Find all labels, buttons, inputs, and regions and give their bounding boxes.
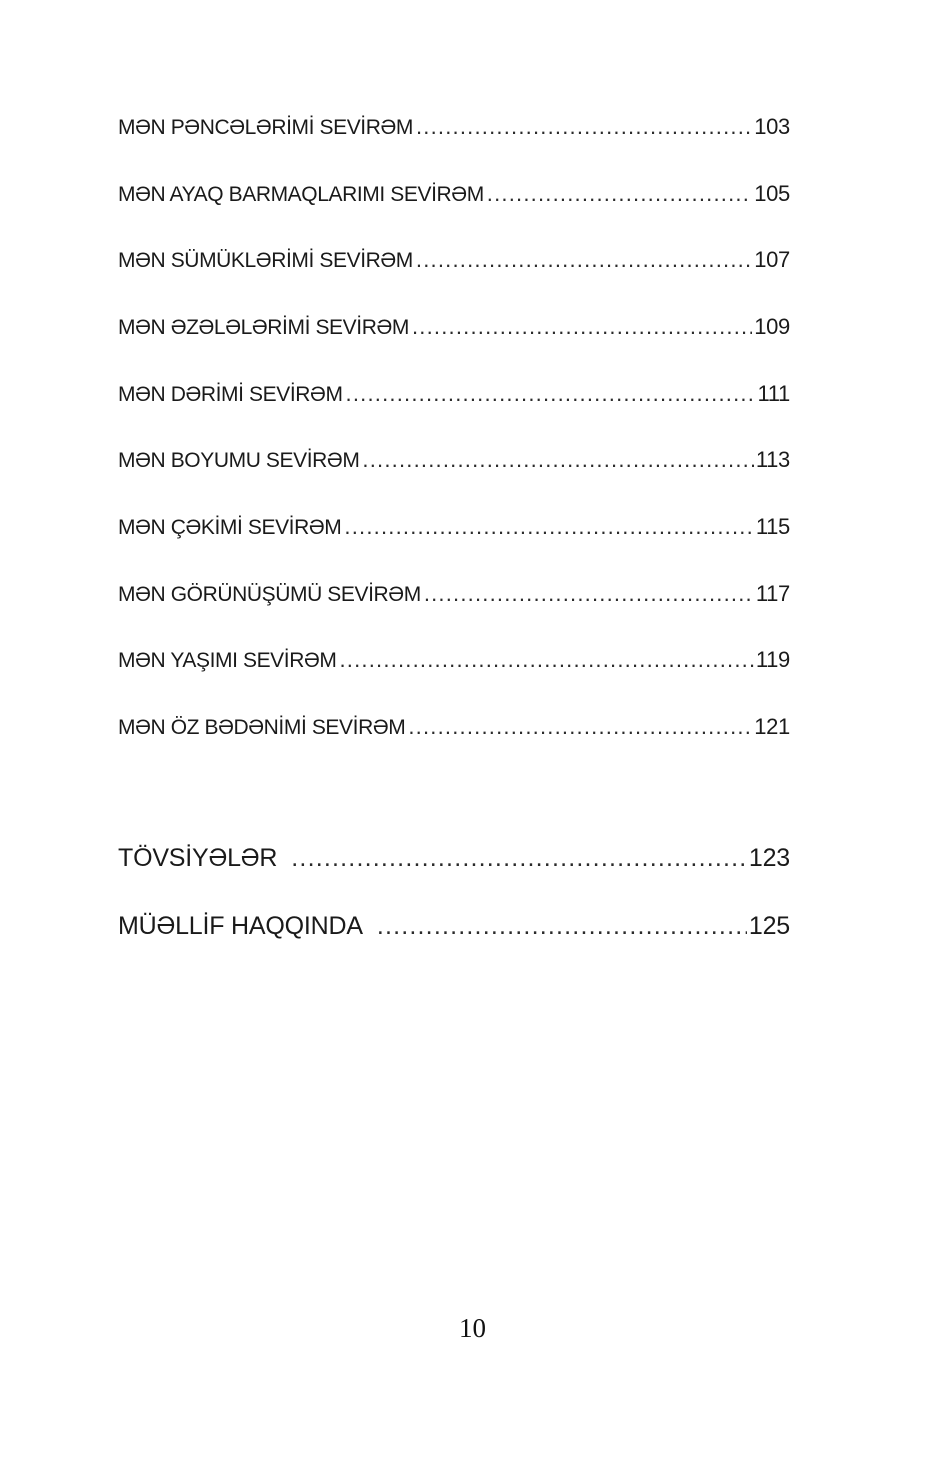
toc-entry-title: MƏN SÜMÜKLƏRİMİ SEVİRƏM bbox=[118, 249, 413, 272]
toc-entry-page: 111 bbox=[757, 381, 790, 406]
toc-entry-title: MƏN AYAQ BARMAQLARIMI SEVİRƏM bbox=[118, 183, 484, 206]
toc-entry bbox=[118, 113, 790, 142]
toc-entry-page: 121 bbox=[754, 714, 790, 739]
toc-entry-page: 119 bbox=[755, 647, 790, 672]
dot-leader bbox=[408, 713, 752, 741]
toc-entry-page: 117 bbox=[755, 581, 790, 606]
toc-entry-page: 109 bbox=[754, 314, 790, 339]
dot-leader bbox=[487, 180, 752, 208]
toc-entry-page: 107 bbox=[754, 247, 790, 272]
dot-leader bbox=[416, 246, 752, 274]
toc-entry bbox=[118, 513, 790, 542]
toc-entry-title: MÜƏLLİF HAQQINDA bbox=[118, 912, 363, 940]
toc-appendix-entry bbox=[118, 844, 790, 872]
toc-entry-title: TÖVSİYƏLƏR bbox=[118, 844, 278, 872]
dot-leader bbox=[340, 646, 754, 674]
toc-entry bbox=[118, 646, 790, 675]
toc-entry bbox=[118, 380, 790, 409]
toc-entry bbox=[118, 446, 790, 475]
toc-entry-title: MƏN ÖZ BƏDƏNİMİ SEVİRƏM bbox=[118, 716, 406, 739]
toc-entry bbox=[118, 580, 790, 609]
toc-entry bbox=[118, 313, 790, 342]
toc-entry-page: 103 bbox=[754, 114, 790, 139]
toc-entry-title: MƏN GÖRÜNÜŞÜMÜ SEVİRƏM bbox=[118, 583, 421, 606]
dot-leader bbox=[412, 313, 752, 341]
toc-entry-title: MƏN YAŞIMI SEVİRƏM bbox=[118, 649, 337, 672]
dot-leader bbox=[362, 446, 753, 474]
toc-entry bbox=[118, 713, 790, 742]
toc-appendix-entry bbox=[118, 912, 790, 940]
toc-entry-title: MƏN PƏNCƏLƏRİMİ SEVİRƏM bbox=[118, 116, 413, 139]
toc-entry bbox=[118, 246, 790, 275]
toc-entry bbox=[118, 180, 790, 209]
toc-entry-page: 115 bbox=[755, 514, 790, 539]
dot-leader bbox=[416, 113, 752, 141]
dot-leader bbox=[291, 844, 747, 872]
dot-leader bbox=[377, 912, 747, 940]
toc-entry-page: 105 bbox=[754, 181, 790, 206]
page-number: 10 bbox=[459, 1313, 486, 1343]
dot-leader bbox=[346, 380, 756, 408]
toc-entry-title: MƏN BOYUMU SEVİRƏM bbox=[118, 449, 360, 472]
toc-entry-title: MƏN ÇƏKİMİ SEVİRƏM bbox=[118, 516, 342, 539]
toc-entry-page: 123 bbox=[748, 844, 790, 872]
dot-leader bbox=[344, 513, 753, 541]
toc-entry-title: MƏN DƏRİMİ SEVİRƏM bbox=[118, 383, 343, 406]
toc-entry-page: 125 bbox=[748, 912, 790, 940]
toc-entry-title: MƏN ƏZƏLƏLƏRİMİ SEVİRƏM bbox=[118, 316, 409, 339]
toc-entry-page: 113 bbox=[755, 447, 790, 472]
dot-leader bbox=[424, 580, 754, 608]
